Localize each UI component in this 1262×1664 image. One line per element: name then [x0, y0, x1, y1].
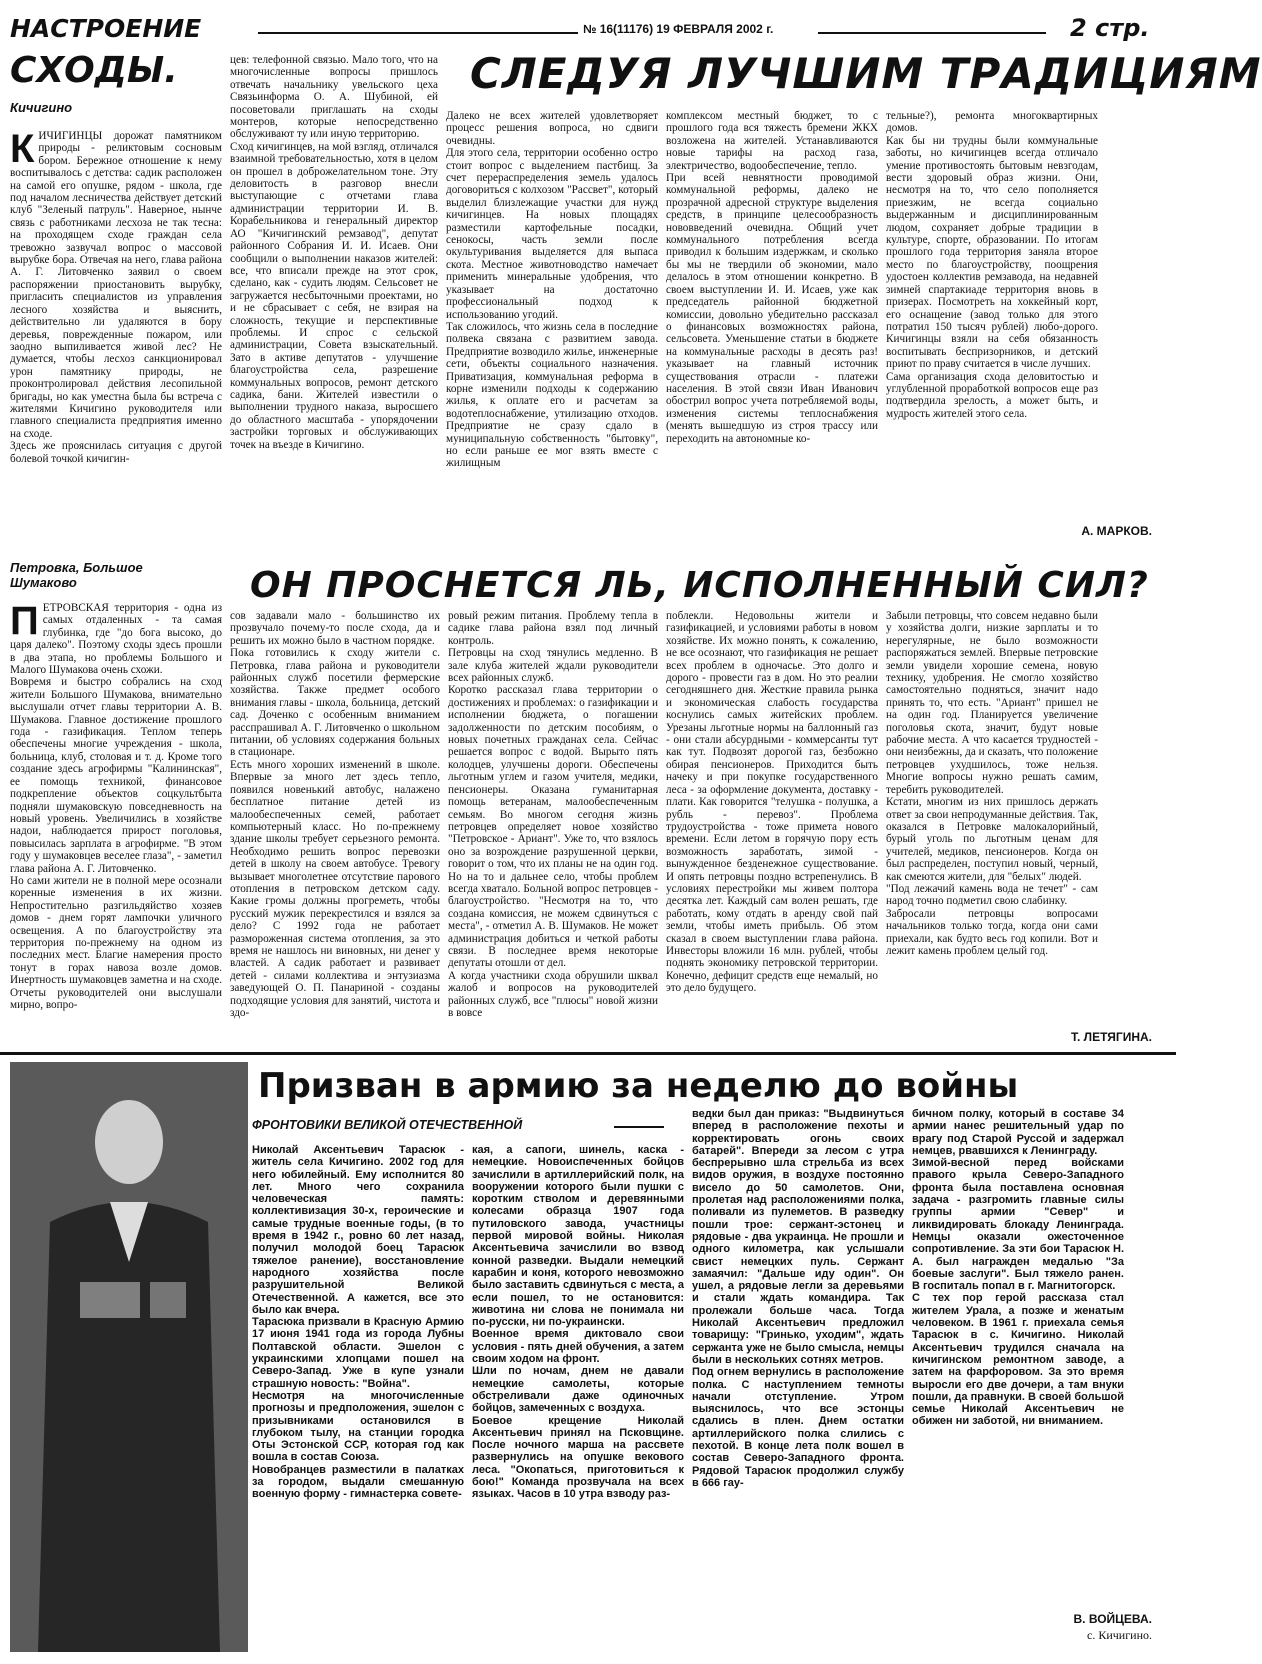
article3-col1: Николай Аксентьевич Тарасюк - житель села Кичигино. 2002 год для него юбилейный. Ему исполнится 80 лет. Много чего сохранила человеческая память: коллективизация 30-х, героические и самые трудные военные годы, (в то время в 1942 г., ровно 60 лет назад, получил молодой боец Тарасюк тяжелое ранение), восстановление народного хозяйства после разрушительной Великой Отечественной. А кажется, все это было как вчера. Тарасюка призвали в Красную Армию 17 июня 1941 года из города Лубны Полтавской области. Эшелон с украинскими хлопцами пошел на Северо-Запад. Уже в купе узнали страшную новость: "Война". Несмотря на многочисленные прогнозы и предположения, эшелон с призывниками остановился в глубоком тылу, на станции городка Оты Эстонской ССР, которая год как вошла в состав Союза. Новобранцев разместили в палатках за городом, выдали смешанную военную форму - гимнастерка совете- — [252, 1144, 464, 1501]
article1-col5: тельные?), ремонта многоквартирных домов. Как бы ни трудны были коммунальные заботы, но кичигинцев всегда отличало умение противостоять бытовым невзгодам, вести здоровый образ жизни. Они, несмотря на то, что село пополняется приезжим, не всегда социально выдержанным и дисциплинированным людом, сохраняет добрые традиции в культуре, спорте, образовании. По итогам прошлого года территория заняла второе место по благоустройству, поощрения удостоен коллектив ремзавода, на недавней зимней спартакиаде территория вновь в призерах. Посмотреть на хоккейный корт, его оснащение (завод только для этого потратил 150 тысяч рублей) любо-дорого. Кичигинцы взяли на себя обязанность воспитывать беспризорников, и детский приют по праву считается в числе лучших. Сама организация схода деловитостью и углубленной проработкой вопросов еще раз подтвердила зрелость, а может быть, и мудрость жителей этого села. — [886, 110, 1098, 420]
article-text: ИЧИГИНЦЫ дорожат памятником природы - реликтовым сосновым бором. Бережное отношение к нему воспитывалось с детства: садик расположен на самой его опушке, рядом - школа, где под началом лесничества действует детский клуб "Зеленый патруль". Наверное, нынче связь с работниками лесхоза не так тесна: на проходящем сходе граждан села тревожно зазвучал вопрос о массовой вырубке бора. Отвечая на него, глава района А. Г. Литовченко заявил о своем распоряжении приостановить вырубку, пригласить специалистов из управления лесного хозяйства и выяснить, действительно ли удаляются в бору деревья, поврежденные пожаром, или заодно выпиливается живой лес? Не думается, чтобы лесхоз санкционировал урон памятнику природы, не проконтролировал действия лесопильной бригады, но как уместна была бы встреча с жителями Кичигино руководителя или главного специалиста предприятия именно на сходе. Здесь же прояснилась ситуация с другой болевой точкой кичигин- — [10, 130, 222, 465]
author-signature: А. МАРКОВ. — [1081, 524, 1152, 538]
veteran-portrait — [10, 1062, 248, 1652]
section-place: Петровка, Большое Шумаково — [10, 560, 143, 590]
article2-col2: сов задавали мало - большинство их прозвучало почему-то после схода, да и решить их можно было в частном порядке. Пока готовились к сходу жители с. Петровка, глава района и руководители районных служб посетили фермерские хозяйства. Также предмет особого внимания главы - школа, больница, детский сад. Доченко с особенным вниманием расспрашивал А. Г. Литовченко о школьном питании, об условиях содержания больных в стационаре. Есть много хороших изменений в школе. Впервые за много лет здесь тепло, появился новенький автобус, налажено бесплатное питание детей из малообеспеченных семей, работает компьютерный класс. Но по-прежнему здание школы требует серьезного ремонта. Необходимо решить вопрос перевозки детей в школу на своем автобусе. Тревогу вызывает многолетнее отсутствие парового отопления в петровском детском саду. Какие громы должны прогреметь, чтобы русский мужик перекрестился и взялся за дело? С 1992 года не работает размороженная система отопления, за это время не нашлось ни виновных, ни денег у властей. А садик работает и развивает детей - силами коллектива и энтузиазма заведующей О. П. Панариной - созданы подходящие условия для занятий, чистота и здо- — [230, 610, 440, 1019]
author-signature: Т. ЛЕТЯГИНА. — [1071, 1030, 1152, 1044]
section-divider — [0, 1052, 1176, 1055]
headline-traditions: СЛЕДУЯ ЛУЧШИМ ТРАДИЦИЯМ — [470, 49, 1262, 98]
article-text: ЕТРОВСКАЯ территория - одна из самых отдаленных - та самая глубинка, где "до бога высоко, до царя далеко". Поэтому сходы здесь прошли в два этапа, но проблемы Большого и Малого Шумакова очень схожи. Вовремя и быстро собрались на сход жители Большого Шумакова, внимательно выслушали отчет главы территории А. В. Шумакова. Главное достижение прошлого года - газификация. Теплом теперь обеспечены многие учреждения - школа, больница, клуб, столовая и т. д. Кроме того создание здесь агрофирмы "Калининская", ее помощь техникой, финансовое подкрепление объектов соцкультбыта подняли шумаковскую повседневность на новый уровень. Увеличились в хозяйстве надои, наблюдается прирост поголовья, повысилась зарплата в агрофирме. "В этом году у шумаковцев веселее глаза", - заметил глава района А. Г. Литовченко. Но сами жители не в полной мере осознали коренные изменения в их жизни. Непростительно разгильдяйство хозяев домов - днем горят лампочки уличного освещения. А по благоустройству эта территория по-прежнему на одном из последних мест. Благие намерения просто тонут в горах навоза возле домов. Инертность шумаковцев заметна и на сходе. Отчеты руководителей они выслушали мирно, вопро- — [10, 602, 222, 1011]
rubric-title: НАСТРОЕНИЕ — [10, 14, 202, 43]
header-rule-right — [818, 32, 1046, 34]
article2-col3: ровый режим питания. Проблему тепла в садике глава района взял под личный контроль. Петровцы на сход тянулись медленно. В зале клуба жителей ждали руководители всех районных служб. Коротко рассказал глава территории о достижениях и проблемах: о газификации и исполнении бюджета, о погашении задолженности по детским пособиям, о новых почетных гражданах села. Сейчас решается вопрос с водой. Вырыто пять колодцев, улучшены дороги. Обеспечены льготным углем и газом учителя, медики, пенсионеры. Оказана гуманитарная помощь ветеранам, малообеспеченным семьям. Во многом сегодня жизнь петровцев определяет новое хозяйство "Петровское - Ариант". Уже то, что взялось оно за возрождение разрушенной церкви, говорит о том, что их планы не на один год. Но на то и дальнее село, чтобы проблем всегда хватало. Больной вопрос петровцев - благоустройство. "Несмотря на то, что создана комиссия, не можем сдвинуться с места", - отметил А. В. Шумаков. Не может администрация добиться и четкой работы связи. В последнее время некоторые депутаты отошли от дел. А когда участники схода обрушили шквал жалоб и вопросов на руководителей районных служб, все "плюсы" новой жизни в вовсе — [448, 610, 658, 1019]
article1-col4: комплексом местный бюджет, то с прошлого года вся тяжесть бремени ЖКХ возложена на жителей. Устанавливаются новые тарифы на расход газа, электричество, водообеспечение, тепло. При всей невнятности проводимой коммунальной реформы, далеко не прозрачной адресной структуре выделения средств, в принципе целесообразность нововведений очевидна. Общий учет коммунального потребления всегда приводил к большим издержкам, и сколько бы мы не твердили об экономии, мало делалось в этом отношении конкретно. В своем выступлении И. И. Исаев, уже как председатель районной бюджетной комиссии, довольно убедительно рассказал о финансовых возможностях района, сельсовета. Уменьшение статьи в бюджете на коммунальные расходы в десять раз! указывает на главный источник существования отрасли - платежи населения. В этой связи Иван Иванович обострил вопрос учета потребляемой воды, изменения системы теплоснабжения (менять вышедшую из строя трассу или переходить на автономные ко- — [666, 110, 878, 445]
article3-col4: бичном полку, который в составе 34 армии нанес решительный удар по врагу под Старой Руссой и задержал немцев, рвавшихся к Ленинграду. Зимой-весной перед войсками правого крыла Северо-Западного фронта была поставлена основная задача - разгромить главные силы группы армии "Север" и ликвидировать блокаду Ленинграда. Немцы оказали ожесточенное сопротивление. За эти бои Тарасюк Н. А. был награжден медалью "За боевые заслуги". Был тяжело ранен. В госпиталь попал в г. Магнитогорск. С тех пор герой рассказа стал жителем Урала, а позже и женатым человеком. В 1961 г. приехала семья Тарасюк в с. Кичигино. Николай Аксентьевич трудился сначала на кичигинском ремонтном заводе, а затем на фарфоровом. За это время выросли его две дочери, а там внуки пошли, да правнуки. В своей большой семье Николай Аксентьевич не обижен ни заботой, ни вниманием. — [912, 1108, 1124, 1428]
section-kicker: СХОДЫ. — [10, 50, 178, 91]
article1-col1 — [10, 127, 222, 540]
author-signature: В. ВОЙЦЕВА. — [1073, 1612, 1152, 1626]
headline-awake: ОН ПРОСНЕТСЯ ЛЬ, ИСПОЛНЕННЫЙ СИЛ? — [250, 565, 1149, 606]
page-number: 2 стр. — [1070, 14, 1150, 42]
article3-col2: кая, а сапоги, шинель, каска - немецкие. Новоиспеченных бойцов зачислили в артиллерийский полк, на вооружении которого были пушки с коротким стволом и деревянными колесами образца 1907 года путиловского завода, участницы первой мировой войны. Николая Аксентьевича зачислили во взвод конной разведки. Выдали немецкий карабин и коня, которого невозможно было заставить сдвинуться с места, а если пошел, то не остановится: животина ни слова не понимала ни по-русски, ни по-украински. Военное время диктовало свои условия - пять дней обучения, а затем своим ходом на фронт. Шли по ночам, днем не давали немецкие самолеты, которые обстреливали даже одиночных бойцов, замеченных с воздуха. Боевое крещение Николай Аксентьевич принял на Псковщине. После ночного марша на рассвете развернулись на опушке векового леса. "Окопаться, приготовиться к бою!" Команда прозвучала на всех языках. Часов в 10 утра взводу раз- — [472, 1144, 684, 1501]
veteran-photo — [10, 1062, 248, 1652]
header-rule-left — [258, 32, 578, 34]
article2-col1 — [10, 599, 222, 1040]
article2-col4: поблекли. Недовольны жители и газификацией, и условиями работы в новом хозяйстве. Их можно понять, к сожалению, не все осознают, что газификация не решает всех проблем в одночасье. Это долго и дорого - провести газ в дом. Но это реалии сегодняшнего дня. Жесткие правила рынка и экономическая слабость государства коснулись самых житейских проблем. Урезаны льготные нормы на баллонный газ - они стали абсурдными - коммерсанты тут как тут. Подвозят дорогой газ, безбожно обирая пенсионеров. Приходится быть начеку и при покупке государственного леса - за оформление документа, доставку - плати. Как говорится "телушка - полушка, а рубль - перевоз". Проблема трудоустройства - тоже примета нового времени. Если летом в горячую пору есть возможность заработать, зимой - вынужденное безденежное существование. И опять петровцы поздно встрепенулись. В условиях перестройки мы живем полтора десятка лет. Каждый сам волен решать, где работать, кому отдать в аренду свой пай земли, чтобы иметь прибыль. Об этом сказал в своем выступлении глава района. Инвесторы вложили 16 млн. рублей, чтобы поднять экономику петровской территории. Конечно, дефицит средств еще немалый, но это дело будущего. — [666, 610, 878, 995]
section-place: Кичигино — [10, 100, 73, 115]
headline-drafted: Призван в армию за неделю до войны — [258, 1066, 1019, 1106]
article3-col3: ведки был дан приказ: "Выдвинуться вперед в расположение пехоты и корректировать огонь своих батарей". Впереди за лесом с утра беспрерывно шла стрельба из всех видов оружия, в воздухе постоянно висело до 50 самолетов. Они, пролетая над расположениями полка, поливали из пулеметов. В разведку пошли трое: сержант-эстонец и рядовые - два украинца. Не прошли и одного километра, как услышали свист немецких пуль. Сержант замаячил: "Дальше иду один". Он ушел, а рядовые легли за деревьями и стали ждать командира. Так пролежали больше часа. Тогда Николай Аксентьевич предложил товарищу: "Гринько, уходим", ждать сержанта уже не было смысла, немцы были в нескольких сотнях метров. Под огнем вернулись в расположение полка. С наступлением темноты начали отступление. Утром выяснилось, что все эстонцы сдались в плен. Днем остатки артиллерийского полка слились с пехотой. В конце лета полк вошел в состав Северо-Западного фронта. Рядовой Тарасюк продолжил службу в 666 гау- — [692, 1108, 904, 1489]
article1-col3: Далеко не всех жителей удовлетворяет процесс решения вопроса, но сдвиги очевидны. Для этого села, территории особенно остро стоит вопрос с выделением пастбищ. За счет перераспределения земель удалось договориться с колхозом "Рассвет", который выделил близлежащие участки для нужд кичигинцев. На новых площадях разместили картофельные посадки, сенокосы, часть земли после окультуривания выделяется для выпаса скота. Местное животноводство намечает применить минеральные удобрения, что указывает на достаточно профессиональный подход к использованию угодий. Так сложилось, что жизнь села в последние полвека связана с развитием завода. Предприятие возводило жилье, инженерные сети, объекты социального назначения. Приватизация, коммунальная реформа в корне изменили подходы к содержанию жилья, к оплате его и расчетам за водотеплоснабжение, утилизацию отходов. Предприятие не сразу сдало в муниципальную собственность "бытовку", но если раньше ее мог взять вместе с жилищным — [446, 110, 658, 470]
issue-date: № 16(11176) 19 ФЕВРАЛЯ 2002 г. — [583, 22, 774, 36]
author-place: с. Кичигино. — [1087, 1628, 1152, 1642]
rubric-veterans: ФРОНТОВИКИ ВЕЛИКОЙ ОТЕЧЕСТВЕННОЙ — [252, 1118, 523, 1132]
rubric-rule — [614, 1126, 664, 1128]
article1-col2: цев: телефонной связью. Мало того, что на многочисленные вопросы пришлось отвечать начальнику увельского цеха Связьинформа О. А. Шубиной, ей посоветовали приглашать на сходы монтеров, которые непосредственно обслуживают ту или иную территорию. Сход кичигинцев, на мой взгляд, отличался взаимной требовательностью, хотя в целом он прошел в доброжелательном тоне. Эту деловитость в разговор внесли выступающие с отчетами глава администрации территории И. В. Корабельникова и генеральный директор АО "Кичигинский ремзавод", депутат районного Собрания И. И. Исаев. Они сообщили о выполнении наказов жителей: все, что вписали прежде на этот срок, сделано, как - судить людям. Сельсовет не загружается несбыточными проектами, но и не сбрасывает с себя, не взирая на сложность, текущие и перспективные проблемы. И спрос с сельской администрации, Совета взыскательный. Зато в активе депутатов - улучшение благоустройства села, разрешение коммунальных вопросов, ремонт детского садика, бани. Жителей известили о выполнении трудного наказа, выросшего до областного масштаба - упорядочении застройки торговых и обслуживающих точек на въезде в Кичигино. — [230, 54, 438, 451]
article2-col5: Забыли петровцы, что совсем недавно были у хозяйства долги, низкие зарплаты и то нерегулярные, не было возможности распоряжаться землей. Впервые петровские земли увидели хорошие семена, новую технику, удобрения. Не смогло хозяйство самостоятельно подняться, значит надо принять то, что есть. "Ариант" пришел не на один год. Планируется увеличение поголовья скота, значит, будут новые рабочие места. А что касается трудностей - они неизбежны, да и сказать, что положение петровцев ухудшилось, тоже нельзя. Многие вопросы нужно решать самим, теребить руководителей. Кстати, многим из них пришлось держать ответ за свои непродуманные действия. Так, оказался в Петровке малокалорийный, бурый уголь по льготным ценам для учителей, медиков, пенсионеров. Когда он был распределен, поступил новый, черный, как смеются жители, для "белых" людей. "Под лежачий камень вода не течет" - сам народ точно подметил свою слабинку. Забросали петровцы вопросами начальников только тогда, когда они сами приехали, как будто весь год копили. Вот и лежит камень проблем целый год. — [886, 610, 1098, 957]
dropcap: К — [10, 127, 35, 171]
dropcap: П — [10, 599, 39, 643]
